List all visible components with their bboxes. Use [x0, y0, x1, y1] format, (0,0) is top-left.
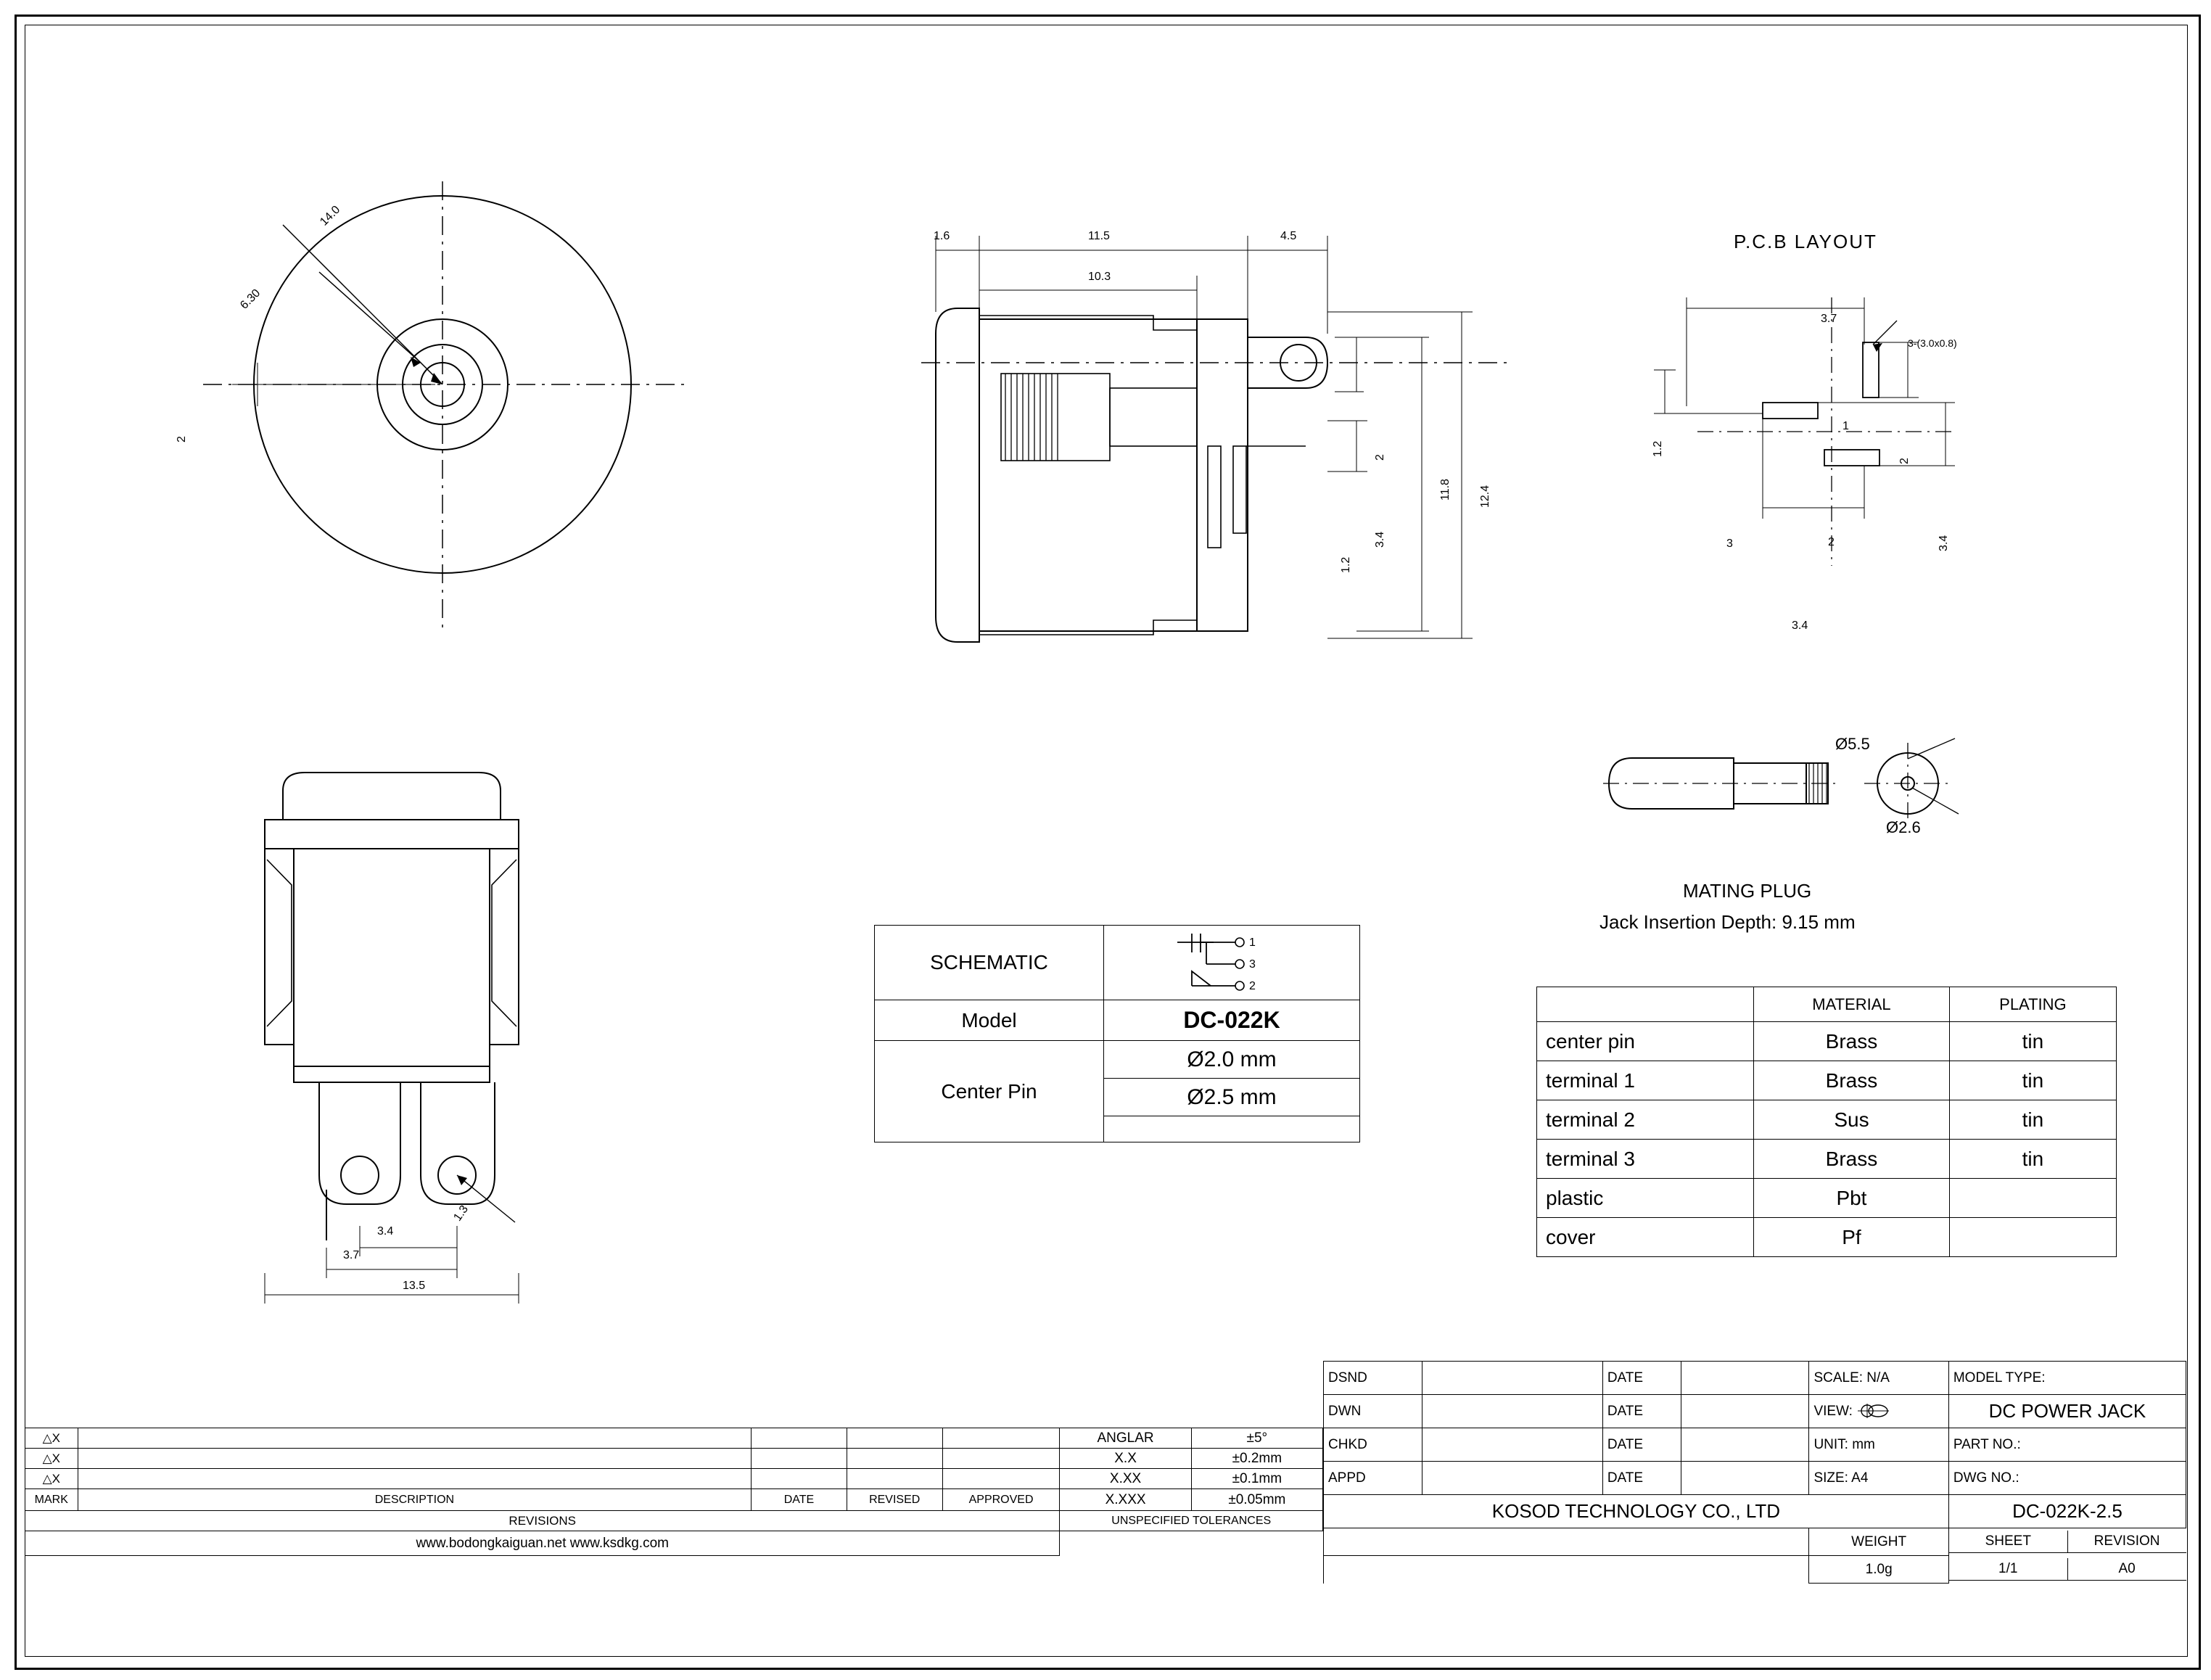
tolerance-label: X.XXX	[1060, 1489, 1191, 1511]
title-sheet-label: SHEET	[1949, 1531, 2067, 1553]
title-view-cell	[1809, 1395, 1948, 1428]
mating-plug-drawing	[1589, 733, 1980, 878]
pcb-pad-3-label: 3	[1726, 538, 1733, 550]
revision-approved	[942, 1428, 1060, 1449]
revision-mark: △X	[25, 1469, 78, 1489]
material-col-plating: PLATING	[1949, 987, 2116, 1022]
schematic-table	[874, 925, 1360, 1142]
title-weight-value: 1.0g	[1809, 1556, 1948, 1584]
title-date-label: DATE	[1602, 1428, 1681, 1462]
center-pin-option-2: Ø2.5 mm	[1104, 1079, 1360, 1116]
material-row-material: Sus	[1754, 1100, 1950, 1140]
mating-plug-depth: Jack Insertion Depth: 9.15 mm	[1599, 911, 1856, 933]
side-dim-11-8: 11.8	[1439, 479, 1452, 501]
material-row-plating	[1949, 1179, 2116, 1218]
revision-date	[752, 1449, 847, 1469]
revision-description	[78, 1469, 752, 1489]
title-name-dsnd	[1422, 1362, 1602, 1395]
revision-block	[25, 1428, 1323, 1556]
title-size: SIZE: A4	[1809, 1462, 1948, 1495]
front-dim-14-0: 14.0	[318, 203, 343, 228]
front-dim-6-30: 6.30	[238, 287, 263, 312]
title-scale: SCALE: N/A	[1809, 1362, 1948, 1395]
revision-col-date: DATE	[752, 1489, 847, 1511]
title-revision-label: REVISION	[2067, 1531, 2186, 1553]
schematic-label: SCHEMATIC	[875, 926, 1104, 1000]
revision-revised	[847, 1469, 942, 1489]
title-model-type-value: DC POWER JACK	[1948, 1395, 2186, 1428]
title-dwg-no-label: DWG NO.:	[1948, 1462, 2186, 1495]
material-row-part: cover	[1537, 1218, 1754, 1257]
schematic-symbol	[1105, 926, 1359, 999]
pcb-pad-2-label: 2	[1828, 536, 1835, 548]
title-part-no-label: PART NO.:	[1948, 1428, 2186, 1462]
front-dim-2: 2	[176, 436, 188, 442]
title-date-label: DATE	[1602, 1362, 1681, 1395]
pcb-layout-drawing	[1647, 276, 2096, 624]
front-view-drawing	[189, 167, 696, 675]
title-date-chkd	[1681, 1428, 1809, 1462]
first-angle-projection-icon	[1856, 1404, 1890, 1418]
tolerance-caption: UNSPECIFIED TOLERANCES	[1060, 1511, 1323, 1531]
title-name-appd	[1422, 1462, 1602, 1495]
bottom-dim-3-7: 3.7	[343, 1249, 360, 1261]
tolerance-label: X.XX	[1060, 1469, 1191, 1489]
center-pin-option-1: Ø2.0 mm	[1104, 1041, 1360, 1079]
revision-mark: △X	[25, 1428, 78, 1449]
material-row-plating	[1949, 1218, 2116, 1257]
material-row-material: Brass	[1754, 1140, 1950, 1179]
title-name-dwn	[1422, 1395, 1602, 1428]
revision-col-approved: APPROVED	[942, 1489, 1060, 1511]
pcb-dim-3-7: 3.7	[1821, 313, 1837, 325]
revision-col-mark: MARK	[25, 1489, 78, 1511]
title-view-label: VIEW:	[1813, 1403, 1853, 1419]
title-role-dwn: DWN	[1324, 1395, 1422, 1428]
material-row-part: terminal 3	[1537, 1140, 1754, 1179]
pcb-dim-1-2: 1.2	[1652, 440, 1664, 457]
bottom-dim-1-3: 1.3	[451, 1203, 472, 1224]
pcb-dim-3-4-right: 3.4	[1938, 535, 1950, 551]
tolerance-value: ±0.05mm	[1191, 1489, 1322, 1511]
tolerance-value: ±0.2mm	[1191, 1449, 1322, 1469]
mating-plug-label: MATING PLUG	[1683, 880, 1812, 902]
title-role-dsnd: DSND	[1324, 1362, 1422, 1395]
revision-date	[752, 1428, 847, 1449]
material-table	[1536, 987, 2117, 1257]
pcb-dim-2: 2	[1898, 458, 1911, 464]
schematic-symbol-cell	[1104, 926, 1360, 1000]
material-row-plating: tin	[1949, 1022, 2116, 1061]
side-section-view	[921, 210, 1516, 682]
title-name-chkd	[1422, 1428, 1602, 1462]
revision-description	[78, 1428, 752, 1449]
material-row-part: terminal 1	[1537, 1061, 1754, 1100]
tolerance-label: ANGLAR	[1060, 1428, 1191, 1449]
revisions-caption: REVISIONS	[25, 1511, 1060, 1531]
material-row-material: Pf	[1754, 1218, 1950, 1257]
side-dim-12-4: 12.4	[1479, 485, 1491, 508]
pcb-layout-label: P.C.B LAYOUT	[1734, 231, 1877, 252]
tolerance-label: X.X	[1060, 1449, 1191, 1469]
side-dim-1-6: 1.6	[934, 230, 950, 242]
side-dim-10-3: 10.3	[1088, 271, 1111, 283]
side-dim-11-5: 11.5	[1088, 230, 1110, 242]
revision-approved	[942, 1449, 1060, 1469]
schematic-pin-1: 1	[1249, 936, 1256, 949]
side-dim-4-5: 4.5	[1280, 230, 1297, 242]
material-row-material: Pbt	[1754, 1179, 1950, 1218]
side-dim-2: 2	[1374, 454, 1386, 461]
schematic-pin-2: 2	[1249, 980, 1256, 992]
title-unit: UNIT: mm	[1809, 1428, 1948, 1462]
center-pin-option-3	[1104, 1116, 1360, 1142]
company-websites[interactable]: www.bodongkaiguan.net www.ksdkg.com	[25, 1531, 1060, 1556]
bottom-view-drawing	[239, 740, 617, 1306]
revision-date	[752, 1469, 847, 1489]
revision-col-revised: REVISED	[847, 1489, 942, 1511]
revision-col-description: DESCRIPTION	[78, 1489, 752, 1511]
revision-revised	[847, 1428, 942, 1449]
material-row-material: Brass	[1754, 1061, 1950, 1100]
material-row-part: plastic	[1537, 1179, 1754, 1218]
model-label: Model	[875, 1000, 1104, 1041]
center-pin-label: Center Pin	[875, 1041, 1104, 1142]
title-date-dwn	[1681, 1395, 1809, 1428]
revision-description	[78, 1449, 752, 1469]
title-revision-value: A0	[2067, 1558, 2186, 1581]
material-row-part: center pin	[1537, 1022, 1754, 1061]
title-role-chkd: CHKD	[1324, 1428, 1422, 1462]
revision-revised	[847, 1449, 942, 1469]
bottom-dim-13-5: 13.5	[403, 1280, 426, 1292]
title-role-appd: APPD	[1324, 1462, 1422, 1495]
material-row-plating: tin	[1949, 1140, 2116, 1179]
title-company: KOSOD TECHNOLOGY CO., LTD	[1324, 1495, 1949, 1528]
title-block	[1323, 1361, 2186, 1584]
tolerance-value: ±5°	[1191, 1428, 1322, 1449]
title-date-label: DATE	[1602, 1395, 1681, 1428]
material-row-material: Brass	[1754, 1022, 1950, 1061]
plug-dim-outer: Ø5.5	[1835, 735, 1870, 753]
material-col-material: MATERIAL	[1754, 987, 1950, 1022]
title-date-dsnd	[1681, 1362, 1809, 1395]
model-value: DC-022K	[1104, 1000, 1360, 1041]
title-dwg-no-value: DC-022K-2.5	[1948, 1495, 2186, 1528]
pcb-holes-note: 3-(3.0x0.8)	[1908, 337, 1957, 349]
revision-approved	[942, 1469, 1060, 1489]
title-weight-label: WEIGHT	[1809, 1528, 1948, 1556]
pcb-pad-1-label: 1	[1842, 420, 1849, 432]
title-sheet-value: 1/1	[1949, 1558, 2067, 1581]
material-col-blank	[1537, 987, 1754, 1022]
material-row-part: terminal 2	[1537, 1100, 1754, 1140]
side-dim-3-4: 3.4	[1374, 531, 1386, 548]
title-date-label: DATE	[1602, 1462, 1681, 1495]
schematic-pin-3: 3	[1249, 958, 1256, 971]
side-dim-1-2: 1.2	[1340, 556, 1352, 573]
title-model-type-label: MODEL TYPE:	[1948, 1362, 2186, 1395]
material-row-plating: tin	[1949, 1100, 2116, 1140]
tolerance-value: ±0.1mm	[1191, 1469, 1322, 1489]
revision-mark: △X	[25, 1449, 78, 1469]
pcb-dim-3-4-bottom: 3.4	[1792, 619, 1808, 632]
plug-dim-inner: Ø2.6	[1886, 818, 1921, 836]
material-row-plating: tin	[1949, 1061, 2116, 1100]
title-date-appd	[1681, 1462, 1809, 1495]
bottom-dim-3-4: 3.4	[377, 1225, 394, 1238]
